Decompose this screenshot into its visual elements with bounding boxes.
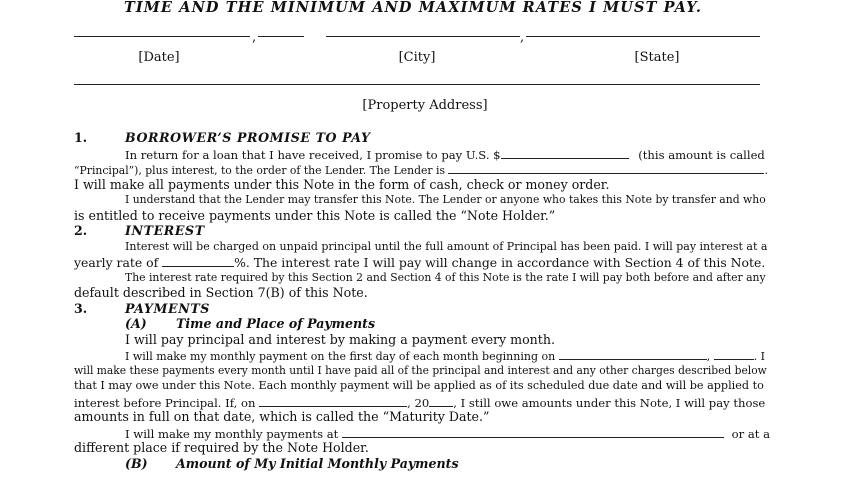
subsection-a-title: Time and Place of Payments	[176, 316, 376, 331]
text-line: I will pay principal and interest by making a payment every month.	[125, 331, 555, 347]
city-label: [City]	[398, 50, 436, 65]
maturity-date-field[interactable]	[259, 394, 407, 407]
first-payment-year-field[interactable]	[714, 347, 754, 360]
text-line: “Principal”), plus interest, to the order of the Lender. The Lender is	[74, 164, 445, 177]
interest-rate-field[interactable]	[162, 254, 234, 267]
note-body	[74, 130, 771, 471]
text-line: that I may owe under this Note. Each monthly payment will be applied as of its scheduled due date and will be applied to	[74, 379, 764, 392]
text-line: different place if required by the Note Holder.	[74, 440, 369, 455]
maturity-year-field[interactable]	[429, 394, 453, 407]
text-line: , I still owe amounts under this Note, I will pay those	[453, 395, 766, 410]
text-line: I understand that the Lender may transfer this Note. The Lender or anyone who takes this Note by transfer and who	[125, 193, 766, 206]
text-line: , 20	[407, 395, 430, 410]
payment-place-field[interactable]	[342, 425, 724, 438]
text-line: is entitled to receive payments under this Note is called the “Note Holder.”	[74, 207, 556, 223]
state-field[interactable]	[526, 36, 760, 37]
text-line: ,	[706, 350, 711, 363]
subsection-b-title: Amount of My Initial Monthly Payments	[176, 455, 459, 471]
text-line: In return for a loan that I have received, I promise to pay U.S. $	[125, 147, 501, 162]
state-label: [State]	[634, 50, 680, 65]
date-comma: ,	[252, 30, 257, 45]
text-line: %. The interest rate I will pay will change in accordance with Section 4 of this Note.	[234, 255, 766, 270]
section-3-number: 3.	[74, 300, 88, 316]
subsection-b-number: (B)	[125, 455, 148, 471]
text-line: (this amount is called	[638, 147, 765, 162]
text-line: will make these payments every month until I have paid all of the principal and interest and any other charges described below	[74, 363, 767, 377]
section-1-number: 1.	[74, 130, 88, 145]
section-1-title: BORROWER’S PROMISE TO PAY	[125, 130, 371, 145]
section-3-title: PAYMENTS	[125, 300, 211, 316]
year-field[interactable]	[258, 36, 304, 37]
property-address-label: [Property Address]	[362, 98, 488, 113]
text-line: I will make my monthly payment on the first day of each month beginning on	[125, 350, 556, 363]
text-line: .	[764, 164, 768, 177]
lender-name-field[interactable]	[448, 161, 764, 174]
text-line: Interest will be charged on unpaid principal until the full amount of Principal has been paid. I will pay interest at a	[125, 239, 768, 253]
section-heading: TIME AND THE MINIMUM AND MAXIMUM RATES I MUST PAY.	[124, 0, 702, 16]
text-line: yearly rate of	[74, 255, 159, 270]
principal-amount-field[interactable]	[501, 146, 629, 159]
text-line: amounts in full on that date, which is called the “Maturity Date.”	[74, 409, 490, 424]
city-field[interactable]	[326, 36, 520, 37]
subsection-a-number: (A)	[125, 316, 147, 331]
property-address-field[interactable]	[74, 84, 760, 85]
text-line: default described in Section 7(B) of this Note.	[74, 285, 368, 300]
text-line: The interest rate required by this Section 2 and Section 4 of this Note is the rate I will pay both before and after any	[125, 270, 766, 284]
text-line: interest before Principal. If, on	[74, 395, 256, 410]
city-comma: ,	[520, 30, 525, 45]
date-label: [Date]	[138, 50, 180, 65]
text-line: I will make my monthly payments at	[125, 426, 339, 441]
date-field[interactable]	[74, 36, 250, 37]
first-payment-date-field[interactable]	[559, 347, 707, 360]
text-line: I will make all payments under this Note in the form of cash, check or money order.	[74, 176, 610, 192]
section-2-number: 2.	[74, 223, 88, 238]
text-line: . I	[753, 350, 766, 363]
section-2-title: INTEREST	[125, 223, 205, 238]
text-line: or at a	[731, 426, 771, 441]
